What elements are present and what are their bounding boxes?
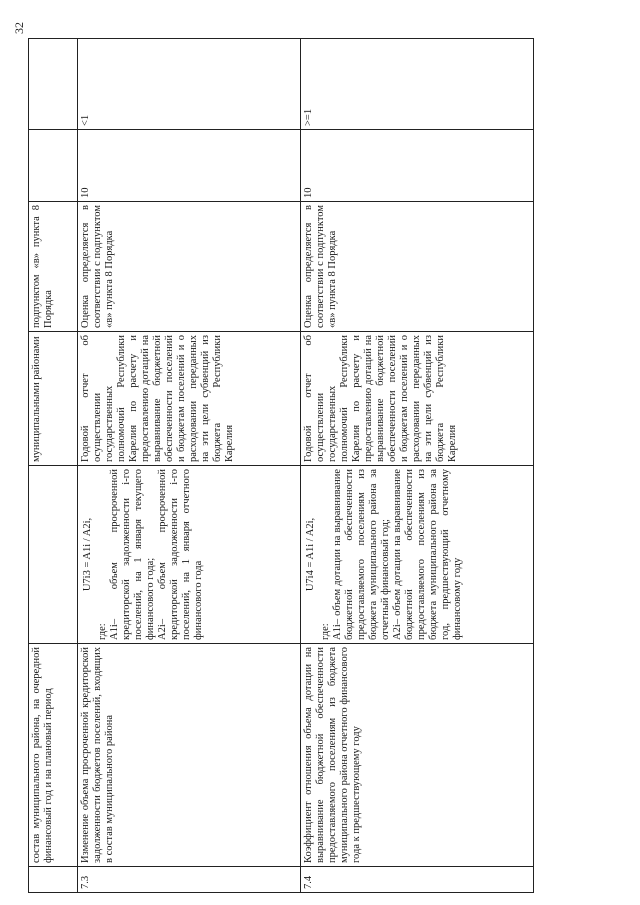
row-number: 7.4 [301,867,534,893]
weight-value: 10 [78,130,301,202]
table-row [29,39,78,893]
formula: U7i3 = A1i / A2i, [82,517,93,592]
table-row [301,39,534,893]
formula-where-line: A2i– объем просроченной кредиторской задолженности i-го поселений, на 1 января отчетного финансового года [157,469,204,640]
page-number: 32 [12,22,26,34]
weight-value [29,130,78,202]
formula-where-line: где: [320,623,331,640]
table-row [78,39,301,893]
indicator-name: состав муниципального района, на очередной финансовый год и на плановый период [29,644,78,867]
target-value: <1 [78,39,301,130]
indicator-name: Коэффициент отношения объема дотации на выравнивание бюджетной обеспеченности предоставляемого поселениям из бюджета муниципального района отчетного финансового года к предшествующему году [301,644,534,867]
formula-where-line: A1i– объем просроченной кредиторской задолженности i-го поселений, на 1 января текущего финансового года; [109,469,156,640]
indicator-name: Изменение объема просроченной кредиторской задолженности бюджетов поселений, входящих в состав муниципального района [78,644,301,867]
criteria-table [28,38,534,893]
formula: U7i4 = A1i / A2i, [305,517,316,592]
evaluation-method: Оценка определяется в соответствии с подпунктом «в» пункта 8 Порядка [301,202,534,332]
target-value: >=1 [301,39,534,130]
row-number [29,867,78,893]
weight-value: 10 [301,130,534,202]
formula-cell [301,466,534,644]
data-source: Годовой отчет об осуществлении государственных полномочий Республики Карелия по расчету и предоставлению дотаций на выравнивание бюджетной обеспеченности поселений и бюджетам поселений и о расходовании переданных на эти цели субвенций из бюджета Республики Карелия [78,332,301,466]
evaluation-method: Оценка определяется в соответствии с подпунктом «в» пункта 8 Порядка [78,202,301,332]
formula-where-line: A2i– объем дотации на выравнивание бюджетной обеспеченности предоставляемого поселениям из бюджета муниципального района за год, предшествующий отчетному финансовому году [392,469,463,640]
formula-cell [78,466,301,644]
evaluation-method: подпунктом «в» пункта 8 Порядка [29,202,78,332]
row-number: 7.3 [78,867,301,893]
target-value [29,39,78,130]
formula-where-line: A1i– объем дотации на выравнивание бюджетной обеспеченности предоставляемого поселениям из бюджета муниципального района за отчетный финансовый год; [332,469,391,640]
formula-where-line: где: [97,623,108,640]
data-source: Годовой отчет об осуществлении государственных полномочий Республики Карелия по расчету и предоставлению дотаций на выравнивание бюджетной обеспеченности поселений и бюджетам поселений и о расходовании переданных на эти цели субвенций из бюджета Республики Карелия [301,332,534,466]
data-source: муниципальными районами [29,332,78,466]
formula-cell [29,466,78,644]
